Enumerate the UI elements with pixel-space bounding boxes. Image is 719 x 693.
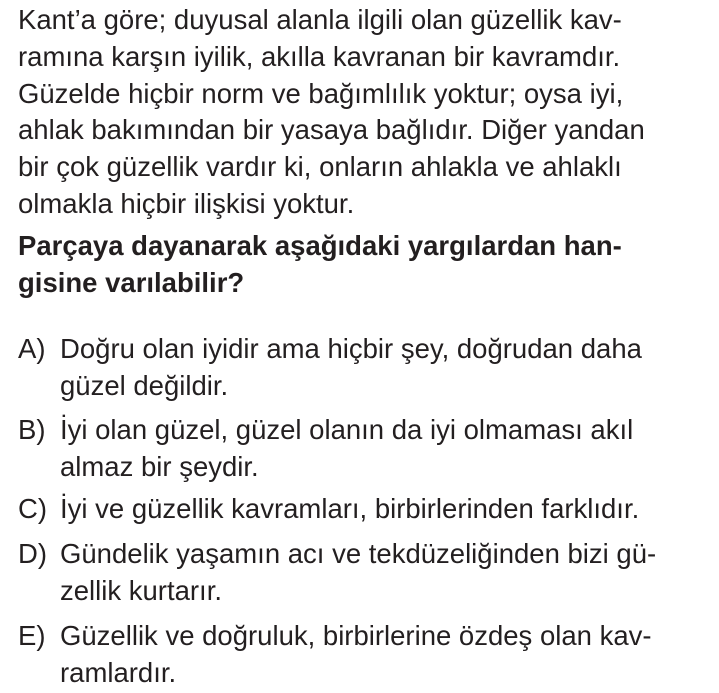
option-line: Gündelik yaşamın acı ve tekdüzeliğinden bizi gü- — [60, 538, 657, 569]
option-line: Doğru olan iyidir ama hiçbir şey, doğrudan daha — [60, 333, 642, 364]
question-stem — [18, 228, 708, 301]
option-line: güzel değildir. — [60, 369, 229, 401]
option-letter: A) — [18, 333, 46, 364]
option-line: İyi ve güzellik kavramları, birbirlerinden farklıdır. — [60, 493, 640, 524]
question-line: Parçaya dayanarak aşağıdaki yargılardan han- — [18, 230, 622, 261]
option-line: almaz bir şeydir. — [60, 450, 259, 482]
option-line: zellik kurtarır. — [60, 574, 222, 606]
option-text — [60, 331, 710, 404]
option-text — [60, 618, 710, 691]
passage-line: ahlak bakımından bir yasaya bağlıdır. Diğer yandan — [18, 114, 645, 146]
passage-line: Güzelde hiçbir norm ve bağımlılık yoktur; oysa iyi, — [18, 77, 624, 109]
question-line: gisine varılabilir? — [18, 266, 245, 298]
option-line: ramlardır. — [60, 656, 177, 688]
option-letter: B) — [18, 414, 46, 445]
option-letter: C) — [18, 493, 48, 524]
passage-line: olmakla hiçbir ilişkisi yoktur. — [18, 187, 355, 219]
option-letter: D) — [18, 538, 48, 569]
option-text — [60, 536, 710, 609]
passage-line: bir çok güzellik vardır ki, onların ahlakla ve ahlaklı — [18, 151, 622, 183]
option-line: İyi olan güzel, güzel olanın da iyi olmaması akıl — [60, 414, 634, 445]
option-line: Güzellik ve doğruluk, birbirlerine özdeş olan kav- — [60, 620, 652, 651]
option-letter: E) — [18, 620, 46, 651]
passage-line: Kant’a göre; duyusal alanla ilgili olan güzellik kav- — [18, 4, 622, 35]
reading-passage — [18, 2, 708, 223]
option-text — [60, 491, 710, 528]
passage-line: ramına karşın iyilik, akılla kavranan bir kavramdır. — [18, 40, 621, 72]
option-text — [60, 412, 710, 485]
